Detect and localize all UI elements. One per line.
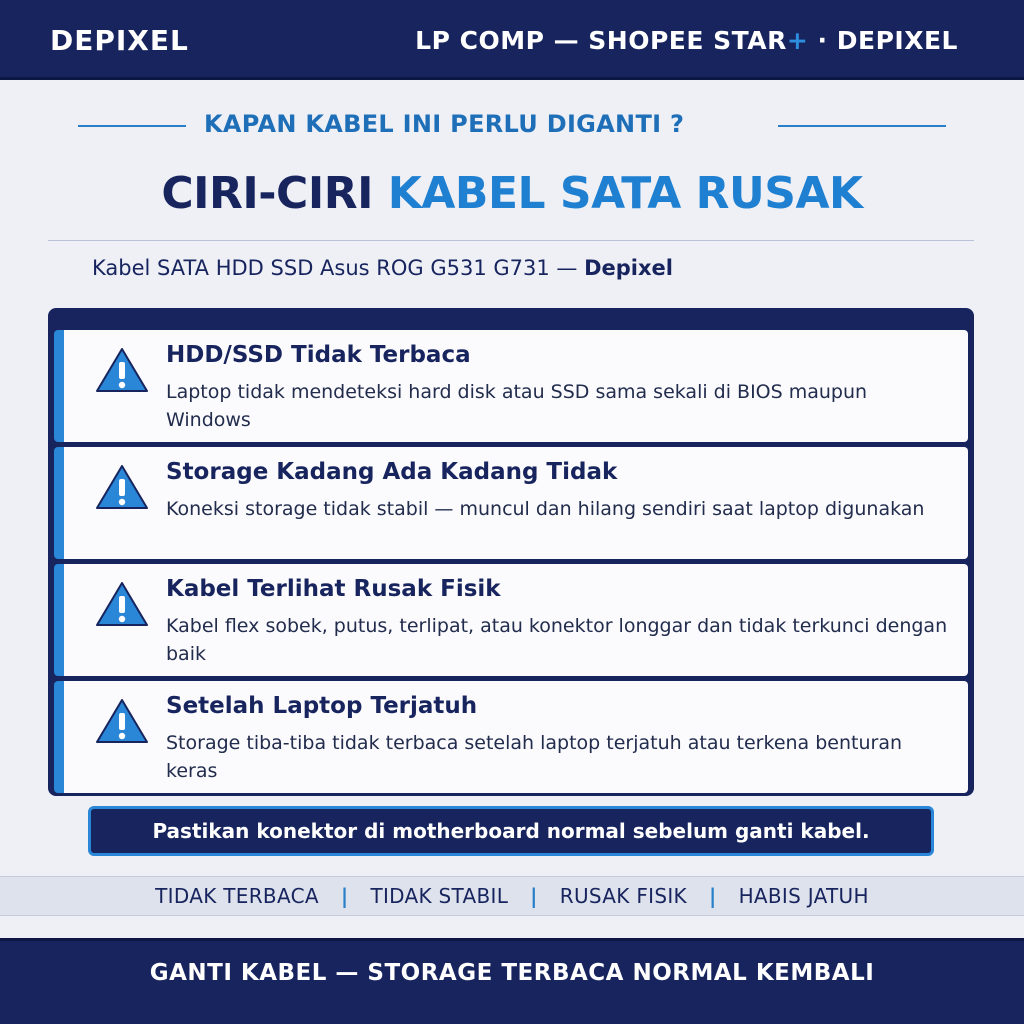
keyword-separator: | — [530, 884, 538, 908]
top-right-caption — [415, 26, 958, 55]
keyword-tidak-terbaca: TIDAK TERBACA — [155, 884, 319, 908]
main-title-dark: CIRI-CIRI — [161, 168, 373, 219]
warning-icon — [94, 580, 150, 628]
symptoms-panel — [48, 308, 974, 796]
caption-lp-comp: LP COMP — SHOPEE STAR — [415, 26, 787, 55]
keyword-separator: | — [340, 884, 349, 908]
question-text: KAPAN KABEL INI PERLU DIGANTI ? — [204, 110, 685, 138]
symptom-title: Storage Kadang Ada Kadang Tidak — [166, 459, 618, 485]
symptom-description: Storage tiba-tiba tidak terbaca setelah laptop terjatuh atau terkena benturan keras — [166, 732, 903, 782]
question-heading — [78, 108, 946, 144]
warning-icon — [94, 697, 150, 745]
divider — [48, 240, 974, 241]
symptom-title: HDD/SSD Tidak Terbaca — [166, 342, 471, 368]
main-title-blue: KABEL SATA RUSAK — [387, 168, 863, 219]
symptom-description: Koneksi storage tidak stabil — muncul dan hilang sendiri saat laptop digunakan — [166, 498, 925, 520]
symptom-title: Kabel Terlihat Rusak Fisik — [166, 576, 501, 602]
keyword-habis-jatuh: HABIS JATUH — [738, 884, 869, 908]
keyword-tidak-stabil: TIDAK STABIL — [370, 884, 509, 908]
footer-banner: GANTI KABEL — STORAGE TERBACA NORMAL KEMBALI — [0, 938, 1024, 1024]
main-title — [0, 168, 1024, 219]
caption-depixel: · DEPIXEL — [808, 26, 958, 55]
keyword-rusak-fisik: RUSAK FISIK — [559, 884, 687, 908]
keyword-strip — [0, 876, 1024, 916]
symptom-card — [54, 330, 968, 442]
heading-rule-left — [78, 125, 186, 127]
symptom-description: Kabel flex sobek, putus, terlipat, atau konektor longgar dan tidak terkunci dengan baik — [166, 615, 948, 665]
warning-icon — [94, 346, 150, 394]
advice-note: Pastikan konektor di motherboard normal sebelum ganti kabel. — [88, 806, 934, 856]
heading-rule-right — [778, 125, 946, 127]
brand-logo-text: DEPIXEL — [50, 24, 189, 57]
warning-icon — [94, 463, 150, 511]
subtitle-product: Kabel SATA HDD SSD Asus ROG G531 G731 — — [92, 256, 585, 280]
subtitle-brand: Depixel — [584, 256, 673, 280]
symptom-card — [54, 447, 968, 559]
symptom-description: Laptop tidak mendeteksi hard disk atau SSD sama sekali di BIOS maupun Windows — [166, 381, 868, 431]
symptom-card — [54, 681, 968, 793]
top-banner — [0, 0, 1024, 80]
keyword-separator: | — [708, 884, 717, 908]
symptom-title: Setelah Laptop Terjatuh — [166, 693, 478, 719]
star-plus-mark: + — [786, 26, 809, 55]
symptom-card — [54, 564, 968, 676]
product-subtitle — [92, 256, 673, 280]
